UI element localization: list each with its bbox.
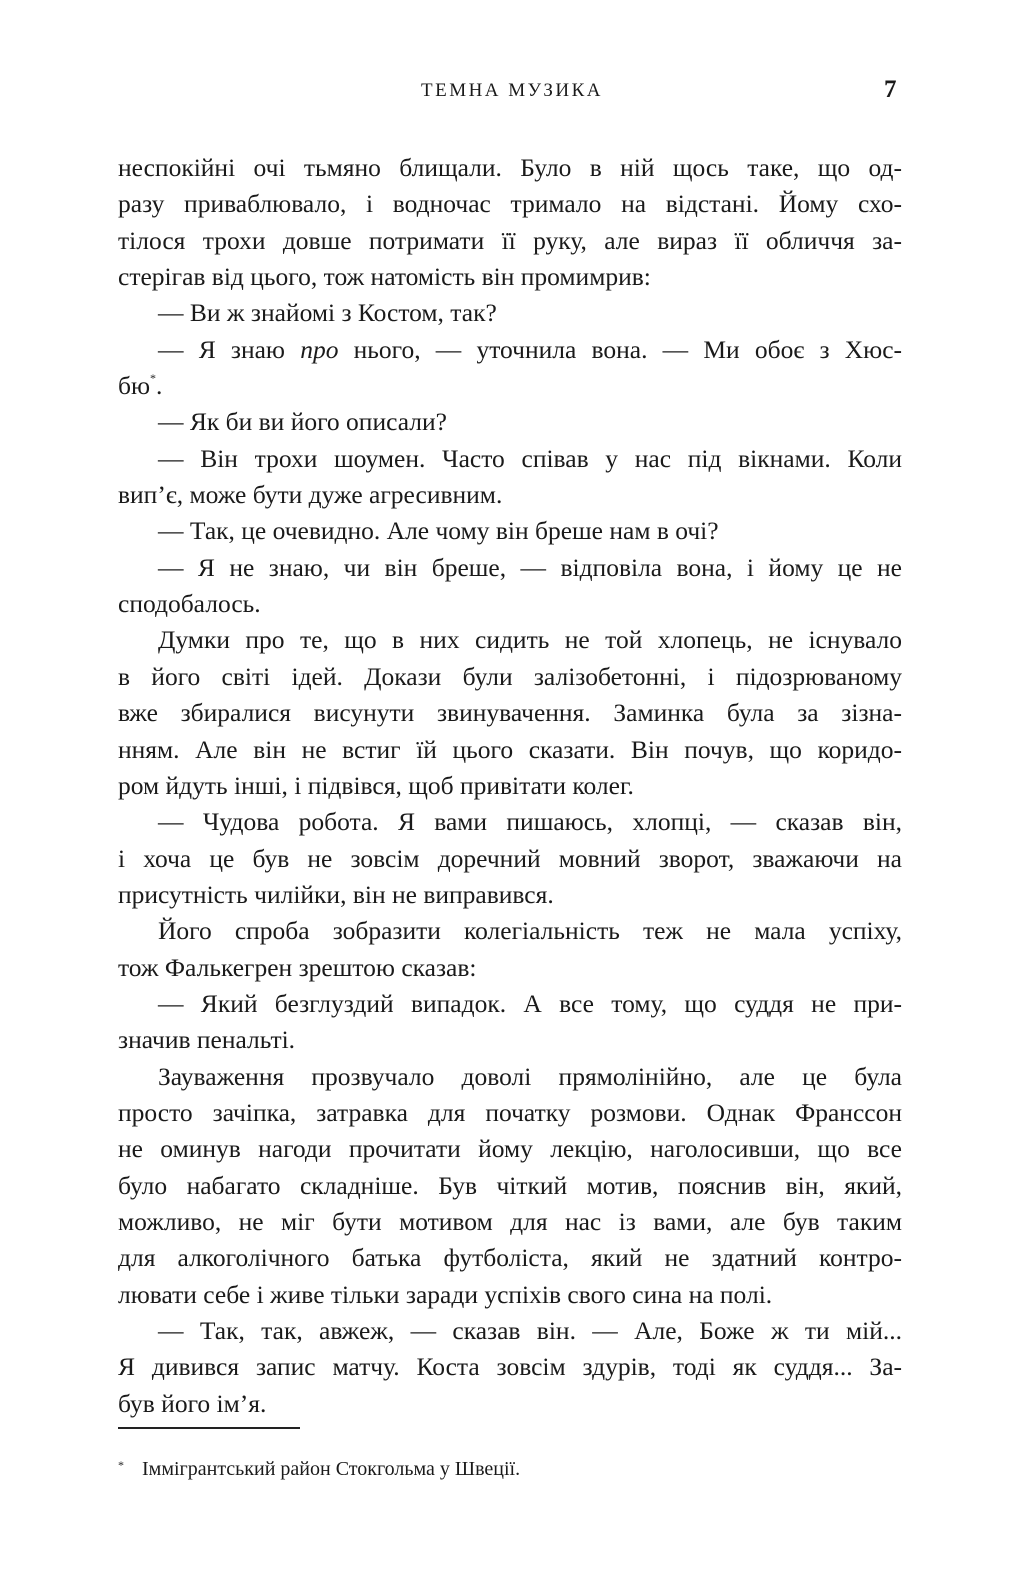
text-line xyxy=(118,1022,902,1058)
text-segment: вип’є, може бути дуже агресивним. xyxy=(118,480,503,510)
text-segment: про xyxy=(300,334,339,364)
text-line xyxy=(118,768,902,804)
text-line xyxy=(118,477,902,513)
text-line xyxy=(118,513,902,549)
text-line xyxy=(118,913,902,949)
page-number: 7 xyxy=(884,76,897,103)
text-line xyxy=(118,1204,902,1240)
text-segment: для алкоголічного батька футболіста, який не здатний контро- xyxy=(118,1243,902,1273)
footnote xyxy=(118,1458,520,1481)
text-segment: — Ви ж знайомі з Костом, так? xyxy=(158,298,497,328)
text-segment: разу приваблювало, і водночас тримало на відстані. Йому схо- xyxy=(118,189,902,219)
text-line xyxy=(118,186,902,222)
text-segment: не оминув нагоди прочитати йому лекцію, наголосивши, що все xyxy=(118,1134,902,1164)
text-segment: в його світі ідей. Докази були залізобетонні, і підозрюваному xyxy=(118,661,902,691)
footnote-reference: * xyxy=(150,371,157,386)
text-line xyxy=(118,1277,902,1313)
text-segment: — Я знаю xyxy=(158,334,301,364)
text-line xyxy=(118,622,902,658)
text-line xyxy=(118,877,902,913)
text-line xyxy=(118,150,902,186)
text-segment: нього, — уточнила вона. — Ми обоє з Хюс- xyxy=(338,334,902,364)
text-segment: — Чудова робота. Я вами пишаюсь, хлопці, — сказав він, xyxy=(158,807,902,837)
text-segment: Зауваження прозвучало доволі прямолінійно, але це була xyxy=(158,1061,902,1091)
text-line xyxy=(118,404,902,440)
footnote-rule xyxy=(118,1427,300,1429)
text-segment: значив пенальті. xyxy=(118,1025,296,1055)
text-segment: стерігав від цього, тож натомість він промимрив: xyxy=(118,262,651,292)
text-segment: просто зачіпка, затравка для початку розмови. Однак Франссон xyxy=(118,1097,902,1127)
text-segment: неспокійні очі тьмяно блищали. Було в ній щось таке, що од- xyxy=(118,153,902,182)
text-line xyxy=(118,441,902,477)
text-line xyxy=(118,1131,902,1167)
text-line xyxy=(118,332,902,368)
text-segment: було набагато складніше. Був чіткий мотив, пояснив він, який, xyxy=(118,1170,902,1200)
text-line xyxy=(118,1386,902,1422)
text-line xyxy=(118,295,902,331)
text-line xyxy=(118,259,902,295)
text-segment: нням. Але він не встиг їй цього сказати. Він почув, що коридо- xyxy=(118,734,902,764)
text-line xyxy=(118,659,902,695)
text-segment: Думки про те, що в них сидить не той хлопець, не існувало xyxy=(158,625,902,655)
text-segment: . xyxy=(156,371,163,401)
text-line xyxy=(118,695,902,731)
text-segment: Я дивився запис матчу. Коста зовсім здурів, тоді як суддя... За- xyxy=(118,1352,902,1382)
text-line xyxy=(118,550,902,586)
text-segment: — Як би ви його описали? xyxy=(158,407,447,437)
text-line xyxy=(118,1349,902,1385)
text-line xyxy=(118,1240,902,1276)
footnote-marker: * xyxy=(118,1458,124,1472)
text-line xyxy=(118,804,902,840)
text-segment: — Він трохи шоумен. Часто співав у нас під вікнами. Коли xyxy=(158,443,902,473)
text-line xyxy=(118,732,902,768)
text-line xyxy=(118,1095,902,1131)
text-line xyxy=(118,1313,902,1349)
text-segment: лювати себе і живе тільки заради успіхів свого сина на полі. xyxy=(118,1279,773,1309)
text-segment: — Так, так, авжеж, — сказав він. — Але, Боже ж ти мій... xyxy=(158,1316,902,1345)
text-segment: — Так, це очевидно. Але чому він бреше нам в очі? xyxy=(158,516,719,546)
text-segment: присутність чилійки, він не виправився. xyxy=(118,879,554,909)
text-segment: Його спроба зобразити колегіальність теж не мала успіху, xyxy=(158,916,902,946)
running-title: ТЕМНА МУЗИКА xyxy=(420,80,604,101)
text-line xyxy=(118,223,902,259)
text-segment: тілося трохи довше потримати її руку, але вираз її обличчя за- xyxy=(118,225,902,255)
text-segment: можливо, не міг бути мотивом для нас із вами, але був таким xyxy=(118,1206,902,1236)
text-segment: був його ім’я. xyxy=(118,1388,267,1418)
text-line xyxy=(118,986,902,1022)
footnote-text: Іммігрантський район Стокгольма у Швеції. xyxy=(142,1458,521,1480)
text-segment: вже збиралися висунути звинувачення. Заминка була за зізна- xyxy=(118,698,902,728)
text-segment: сподобалось. xyxy=(118,589,261,619)
text-line xyxy=(118,1168,902,1204)
text-line xyxy=(118,1059,902,1095)
text-line xyxy=(118,950,902,986)
text-line xyxy=(118,841,902,877)
text-segment: тож Фалькегрен зрештою сказав: xyxy=(118,952,477,982)
text-segment: — Я не знаю, чи він бреше, — відповіла вона, і йому це не xyxy=(158,552,902,582)
text-segment: бю xyxy=(118,371,151,401)
text-segment: ром йдуть інші, і підвівся, щоб привітати колег. xyxy=(118,770,634,800)
text-line xyxy=(118,586,902,622)
text-line xyxy=(118,368,902,404)
text-segment: — Який безглуздий випадок. А все тому, що суддя не при- xyxy=(158,988,902,1018)
text-segment: і хоча це був не зовсім доречний мовний зворот, зважаючи на xyxy=(118,843,902,873)
body-text xyxy=(118,150,902,1422)
